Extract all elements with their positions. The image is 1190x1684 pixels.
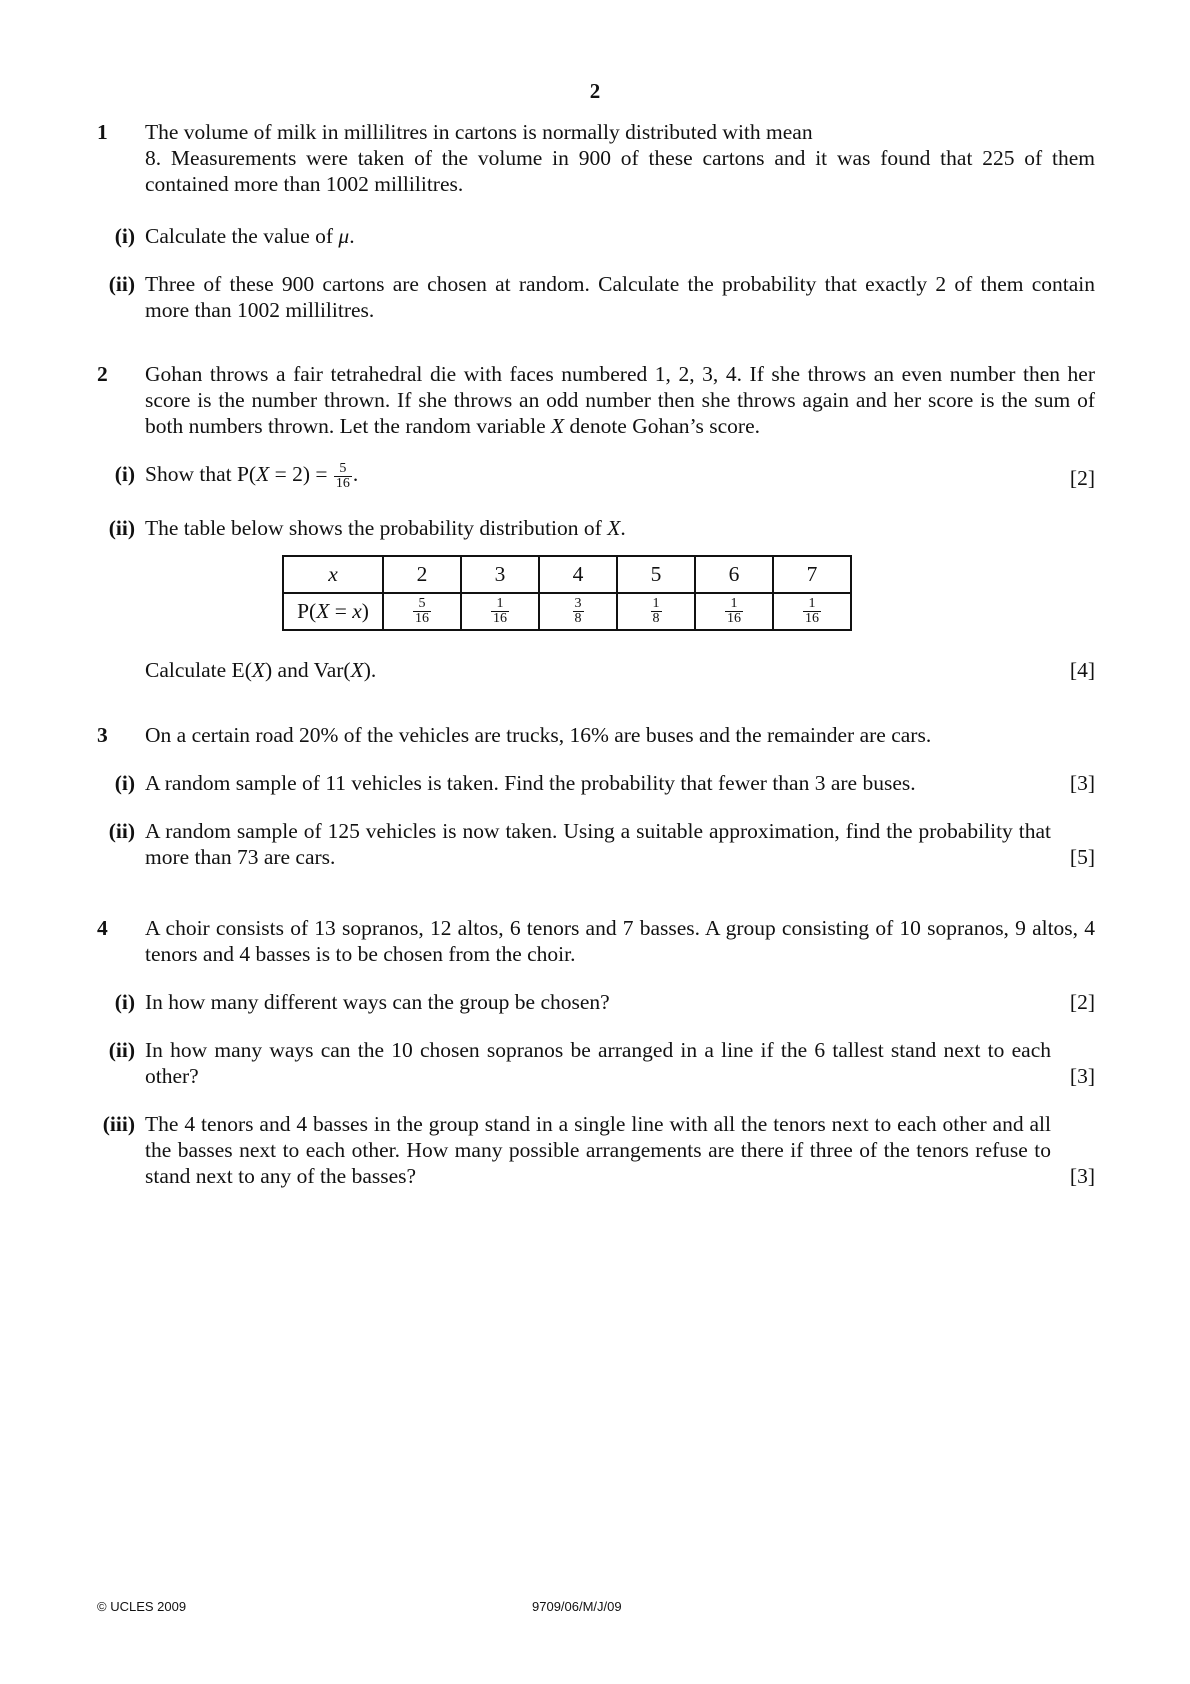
part-label: (i) <box>114 224 135 248</box>
part-text: Three of these 900 cartons are chosen at random. Calculate the probability that exactly 2 of them contain more than 1002 millilitres. <box>145 272 1095 322</box>
table-row <box>283 593 851 630</box>
part-i <box>114 223 1095 249</box>
part-text: A random sample of 125 vehicles is now taken. Using a suitable approximation, find the probability that more than 73 are cars. [5] <box>145 819 1095 869</box>
part-label: (ii) <box>108 1038 135 1062</box>
part-i <box>114 770 1095 796</box>
part-text: Calculate the value of μ. <box>145 224 355 248</box>
footer-paper-code: 9709/06/M/J/09 <box>532 1599 622 1614</box>
table-cell: 6 <box>695 556 773 593</box>
part-text: The table below shows the probability distribution of X. <box>145 515 626 540</box>
question-number: 3 <box>97 723 108 747</box>
marks: [3] <box>1069 771 1095 795</box>
stem-line: 8. Measurements were taken of the volume in 900 of these cartons and it was found that 225 of them contained more than 1002 millilitres. <box>145 146 1095 196</box>
question-4 <box>97 915 1095 1189</box>
marks: [2] <box>1069 465 1095 490</box>
question-number: 1 <box>97 120 108 144</box>
part-text: The 4 tenors and 4 basses in the group stand in a single line with all the tenors next to each other and all the basses next to each other. How many possible arrangements are there if three of the tenors refuse to stand next to any of the basses? [3] <box>145 1112 1095 1188</box>
part-label: (i) <box>114 990 135 1014</box>
question-2 <box>97 361 1095 683</box>
table-cell: 5 <box>617 556 695 593</box>
marks: [3] <box>1069 1164 1095 1188</box>
question-stem: Gohan throws a fair tetrahedral die with faces numbered 1, 2, 3, 4. If she throws an even number then her score is the number thrown. If she throws an odd number then she throws again and her score is the sum of both numbers thrown. Let the random variable X denote Gohan’s score. <box>145 362 1095 438</box>
table-cell <box>383 593 461 630</box>
marks: [2] <box>1069 990 1095 1014</box>
table-row <box>283 556 851 593</box>
part-label: (i) <box>114 462 135 486</box>
table-header-prob: P(X = x) <box>283 593 383 630</box>
part-label: (i) <box>114 771 135 795</box>
part-label: (ii) <box>108 819 135 843</box>
marks: [3] <box>1069 1064 1095 1088</box>
fraction: $\frac{5}{16}$ <box>415 595 429 626</box>
footer-copyright: © UCLES 2009 <box>97 1599 187 1614</box>
table-cell: 7 <box>773 556 851 593</box>
marks: [4] <box>1069 657 1095 682</box>
part-ii <box>108 271 1095 323</box>
part-text: A random sample of 11 vehicles is taken. Find the probability that fewer than 3 are buses. [3] <box>145 771 1095 795</box>
question-number: 4 <box>97 916 108 940</box>
part-text: In how many ways can the 10 chosen sopranos be arranged in a line if the 6 tallest stand next to each other? [3] <box>145 1038 1095 1088</box>
table-cell: 2 <box>383 556 461 593</box>
fraction: $\frac{1}{16}$ <box>493 595 507 626</box>
probability-table <box>282 555 852 631</box>
marks: [5] <box>1069 845 1095 869</box>
fraction: $\frac{1}{16}$ <box>727 595 741 626</box>
table-cell: 3 <box>461 556 539 593</box>
part-ii <box>108 515 1095 683</box>
fraction: $\frac{3}{8}$ <box>574 595 582 626</box>
table-cell <box>461 593 539 630</box>
part-label: (iii) <box>102 1112 135 1136</box>
question-stem: On a certain road 20% of the vehicles are trucks, 16% are buses and the remainder are cars. <box>145 723 932 747</box>
part-ii <box>108 1037 1095 1089</box>
part-label: (ii) <box>108 272 135 296</box>
table-cell <box>617 593 695 630</box>
part-iii <box>102 1111 1095 1189</box>
table-cell <box>773 593 851 630</box>
part-i <box>114 989 1095 1015</box>
stem-line: The volume of milk in millilitres in cartons is normally distributed with mean <box>145 120 813 144</box>
part-i <box>114 460 1095 491</box>
question-3 <box>97 722 1095 870</box>
page-number: 2 <box>589 79 601 103</box>
part-label: (ii) <box>108 515 135 540</box>
part-text: In how many different ways can the group be chosen? [2] <box>145 990 1095 1014</box>
question-stem: A choir consists of 13 sopranos, 12 altos, 6 tenors and 7 basses. A group consisting of 10 sopranos, 9 altos, 4 tenors and 4 basses is to be chosen from the choir. <box>145 916 1095 966</box>
table-header-x: x <box>283 556 383 593</box>
fraction: $\frac{1}{8}$ <box>652 595 660 626</box>
fraction: $\frac{5}{16}$ <box>335 460 350 491</box>
table-cell: 4 <box>539 556 617 593</box>
question-1 <box>97 119 1095 323</box>
question-number: 2 <box>97 362 108 386</box>
table-cell <box>539 593 617 630</box>
part-ii <box>108 818 1095 870</box>
question-stem <box>145 119 1095 197</box>
fraction: $\frac{1}{16}$ <box>805 595 819 626</box>
part-text: Show that P(X = 2) = $\frac{5}{16}$ . [2] <box>145 460 1095 491</box>
part-text-after-table: Calculate E(X) and Var(X). [4] <box>145 657 1095 682</box>
mu-symbol: μ <box>338 224 350 248</box>
table-cell <box>695 593 773 630</box>
